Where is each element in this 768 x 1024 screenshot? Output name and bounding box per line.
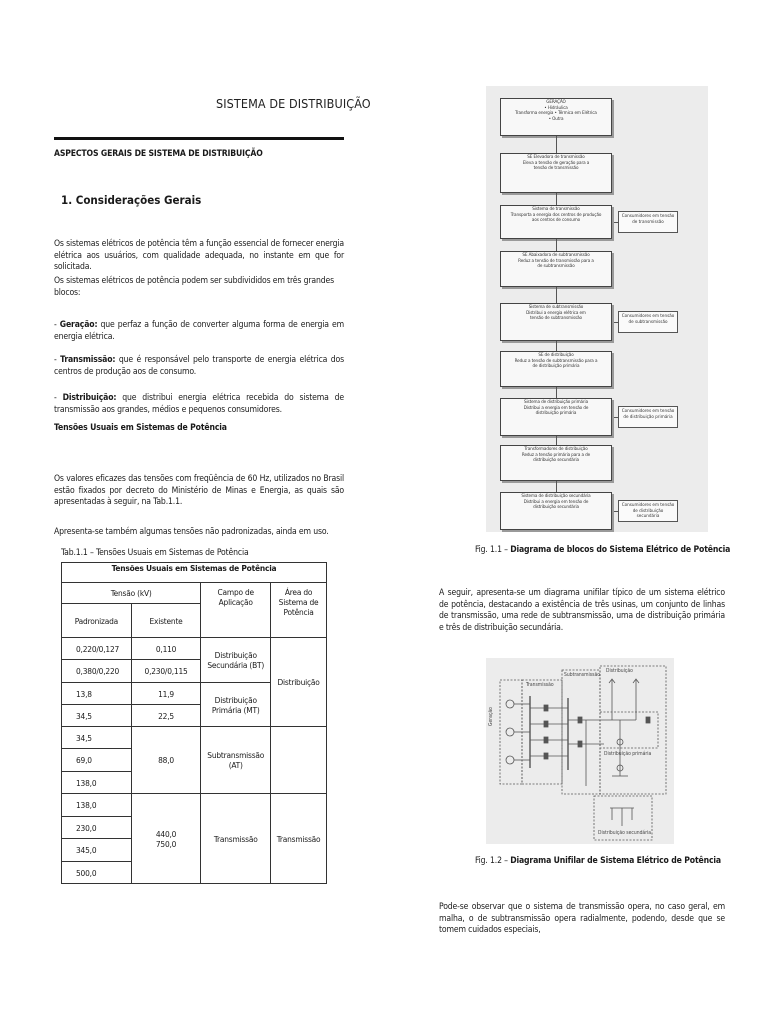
page-title: SISTEMA DE DISTRIBUIÇÃO	[216, 96, 371, 111]
cell-padronizada: 230,0	[62, 817, 132, 839]
cell-existente: 11,9	[131, 683, 201, 705]
item-term: Geração	[59, 320, 95, 330]
block-line: Reduz a tensão primária para a de	[521, 452, 591, 458]
cell-existente: 88,0	[131, 727, 201, 794]
block-connector	[556, 239, 557, 251]
cell-area-empty	[271, 727, 327, 794]
block-line: SE de distribuição	[538, 353, 574, 358]
paragraph-nao-padronizadas: Apresenta-se também algumas tensões não padronizadas, ainda em uso.	[54, 527, 329, 537]
consumer-connector	[614, 417, 618, 418]
consumer-block	[618, 406, 678, 428]
item-transmissao: - Transmissão: que é responsável pelo transporte de energia elétrica dos centros de produção aos de consumo.	[54, 355, 344, 377]
cell-padronizada: 138,0	[62, 772, 132, 794]
block-line: tensão de subtransmissão	[530, 316, 582, 322]
consumer-connector	[614, 222, 618, 223]
item-sep: :	[94, 320, 98, 330]
block-line: Sistema de distribuição secundária	[521, 494, 591, 499]
cell-padronizada: 345,0	[62, 839, 132, 862]
block-line: • Hidráulica	[544, 105, 568, 111]
consumer-line: Consumidores em tensão	[621, 214, 675, 219]
section-subtitle: ASPECTOS GERAIS DE SISTEMA DE DISTRIBUIÇÃO	[54, 149, 263, 159]
block-line: Sistema de distribuição primária	[523, 400, 589, 405]
block-connector	[556, 481, 557, 492]
block-line: Reduz a tensão de transmissão para a	[518, 258, 594, 264]
cell-padronizada: 34,5	[62, 727, 132, 749]
paragraph-seguir: A seguir, apresenta-se um diagrama unifilar típico de um sistema elétrico de potência, destacando a existência de três usinas, um conjunto de linhas de transmissão, uma rede de subtransmissão, uma de distribuição primária e três de distribuição secundária.	[439, 588, 725, 633]
table-caption: Tab.1.1 – Tensões Usuais em Sistemas de Potência	[61, 548, 249, 558]
section-heading: 1. Considerações Gerais	[61, 193, 202, 207]
block-line: • Outra	[548, 116, 564, 122]
block-line: de distribuição primária	[532, 364, 580, 370]
consumer-line: de subtransmissão	[628, 319, 668, 325]
diagram-block	[500, 398, 612, 436]
caption-prefix: Fig. 1.2 –	[475, 856, 511, 866]
block-connector	[556, 193, 557, 205]
item-text: que distribui energia elétrica recebida do sistema de transmissão aos grandes, médios e pequenos consumidores.	[54, 393, 344, 415]
block-line: Distribui a energia elétrica em	[526, 310, 586, 316]
consumer-line: Consumidores em tensão	[621, 314, 675, 319]
paragraph-tensoes: Os valores eficazes das tensões com freqüência de 60 Hz, utilizados no Brasil estão fixados por decreto do Ministério de Minas e Energia, as quais são apresentadas à seguir, na Tab.1.1.	[54, 474, 344, 507]
block-line: tensão de transmissão	[533, 166, 579, 172]
block-line: Distribui a energia em tensão de	[523, 499, 589, 505]
item-distribuicao: - Distribuição: que distribui energia elétrica recebida do sistema de transmissão aos grandes, médios e pequenos consumidores.	[54, 393, 344, 415]
cell-campo: Subtransmissão (AT)	[201, 727, 271, 794]
cell-padronizada: 13,8	[62, 683, 132, 705]
diagram-block	[500, 351, 612, 387]
diagram-block	[500, 98, 612, 136]
header-existente: Existente	[131, 604, 201, 638]
tensoes-heading: Tensões Usuais em Sistemas de Potência	[54, 423, 227, 433]
diagram-block	[500, 492, 612, 530]
cell-area: Transmissão	[271, 794, 327, 884]
block-line: de subtransmissão	[537, 264, 575, 270]
fig2-caption	[475, 856, 721, 868]
paragraph-final: Pode-se observar que o sistema de transmissão opera, no caso geral, em malha, o de subtransmissão opera radialmente, podendo, desde que se tomem cuidados especiais,	[439, 902, 725, 935]
label-subtransmissao: Subtransmissão	[564, 672, 600, 678]
voltage-table	[61, 562, 327, 884]
item-text: que perfaz a função de converter alguma forma de energia em energia elétrica.	[54, 320, 344, 342]
block-line: aos centros de consumo	[531, 218, 581, 224]
cell-padronizada: 34,5	[62, 705, 132, 727]
consumer-line: Consumidores em tensão	[621, 503, 675, 508]
item-text: que é responsável pelo transporte de energia elétrica dos centros de produção aos de consumo.	[54, 355, 344, 377]
block-line: SE Elevadora de transmissão	[527, 155, 585, 160]
cell-existente: 0,230/0,115	[131, 660, 201, 683]
cell-existente: 22,5	[131, 705, 201, 727]
diagram-block	[500, 303, 612, 341]
consumer-block	[618, 311, 678, 333]
cell-existente: 0,110	[131, 638, 201, 660]
consumer-line: de distribuição primária	[623, 414, 673, 420]
cell-padronizada: 0,380/0,220	[62, 660, 132, 683]
cell-existente	[131, 794, 201, 884]
diagram-block	[500, 251, 612, 287]
table-title: Tensões Usuais em Sistemas de Potência	[62, 563, 327, 583]
label-geracao: Geração	[488, 707, 494, 726]
cell-padronizada: 69,0	[62, 749, 132, 772]
consumer-block	[618, 211, 678, 233]
header-campo: Campo de Aplicação	[201, 583, 271, 638]
paragraph-intro: Os sistemas elétricos de potência têm a função essencial de fornecer energia elétrica aos usuários, com qualidade adequada, no instante em que for solicitada.	[54, 239, 344, 272]
consumer-block	[618, 500, 678, 522]
cell-campo: Distribuição Secundária (BT)	[201, 638, 271, 683]
item-sep: :	[113, 393, 117, 403]
diagram-block	[500, 205, 612, 239]
block-line: Sistema de subtransmissão	[528, 305, 584, 310]
cell-padronizada: 500,0	[62, 862, 132, 884]
block-connector	[556, 136, 557, 153]
block-line: GERAÇÃO	[546, 100, 566, 105]
cell-area: Distribuição	[271, 638, 327, 727]
block-line: Transformadores de distribuição	[524, 447, 588, 452]
diagram-block	[500, 153, 612, 193]
consumer-line: Consumidores em tensão	[621, 409, 675, 414]
caption-bold: Diagrama Unifilar de Sistema Elétrico de Potência	[510, 856, 721, 866]
block-line: Reduz a tensão de subtransmissão para a	[514, 358, 598, 364]
item-geracao: - Geração: que perfaz a função de converter alguma forma de energia em energia elétrica.	[54, 320, 344, 342]
block-line: SE Abaixadora de subtransmissão	[522, 253, 590, 258]
consumer-connector	[614, 511, 618, 512]
header-tensao: Tensão (kV)	[62, 583, 201, 604]
block-line: Sistema de transmissão	[532, 207, 580, 212]
cell-campo: Distribuição Primária (MT)	[201, 683, 271, 727]
block-connector	[556, 387, 557, 398]
diagram-block	[500, 445, 612, 481]
block-line: distribuição secundária	[533, 458, 579, 464]
label-distribuicao: Distribuição	[606, 668, 633, 674]
caption-bold: Diagrama de blocos do Sistema Elétrico de Potência	[510, 545, 731, 555]
block-line: Transporta a energia dos centros de produção	[510, 212, 602, 218]
consumer-line: de transmissão	[632, 219, 664, 225]
label-dist-secundaria: Distribuição secundária	[598, 830, 652, 836]
item-term: Distribuição	[62, 393, 114, 403]
fig1-caption	[475, 545, 730, 557]
block-line: Distribui a energia em tensão de	[523, 405, 589, 411]
item-sep: :	[112, 355, 116, 365]
label-transmissao: Transmissão	[526, 682, 554, 688]
block-connector	[556, 287, 557, 303]
header-padronizada: Padronizada	[62, 604, 132, 638]
block-line: distribuição secundária	[533, 505, 579, 511]
cell-campo: Transmissão	[201, 794, 271, 884]
item-term: Transmissão	[60, 355, 113, 365]
label-dist-primaria: Distribuição primária	[604, 751, 652, 757]
block-connector	[556, 341, 557, 351]
block-line: Transforma energia • Térmica em Elétrica	[515, 111, 597, 117]
cell-padronizada: 138,0	[62, 794, 132, 817]
block-line: Eleva a tensão de geração para a	[522, 160, 590, 166]
consumer-connector	[614, 322, 618, 323]
existente-750: 750,0	[155, 838, 177, 849]
cell-padronizada: 0,220/0,127	[62, 638, 132, 660]
block-line: distribuição primária	[535, 411, 577, 417]
existente-440: 440,0	[155, 828, 177, 839]
block-connector	[556, 436, 557, 445]
caption-prefix: Fig. 1.1 –	[475, 545, 511, 555]
consumer-line: de distribuição secundária	[632, 508, 664, 520]
header-area: Área do Sistema de Potência	[271, 583, 327, 638]
paragraph-blocks: Os sistemas elétricos de potência podem ser subdivididos em três grandes blocos:	[54, 276, 334, 298]
title-rule	[54, 137, 344, 140]
single-line-diagram	[486, 658, 674, 844]
